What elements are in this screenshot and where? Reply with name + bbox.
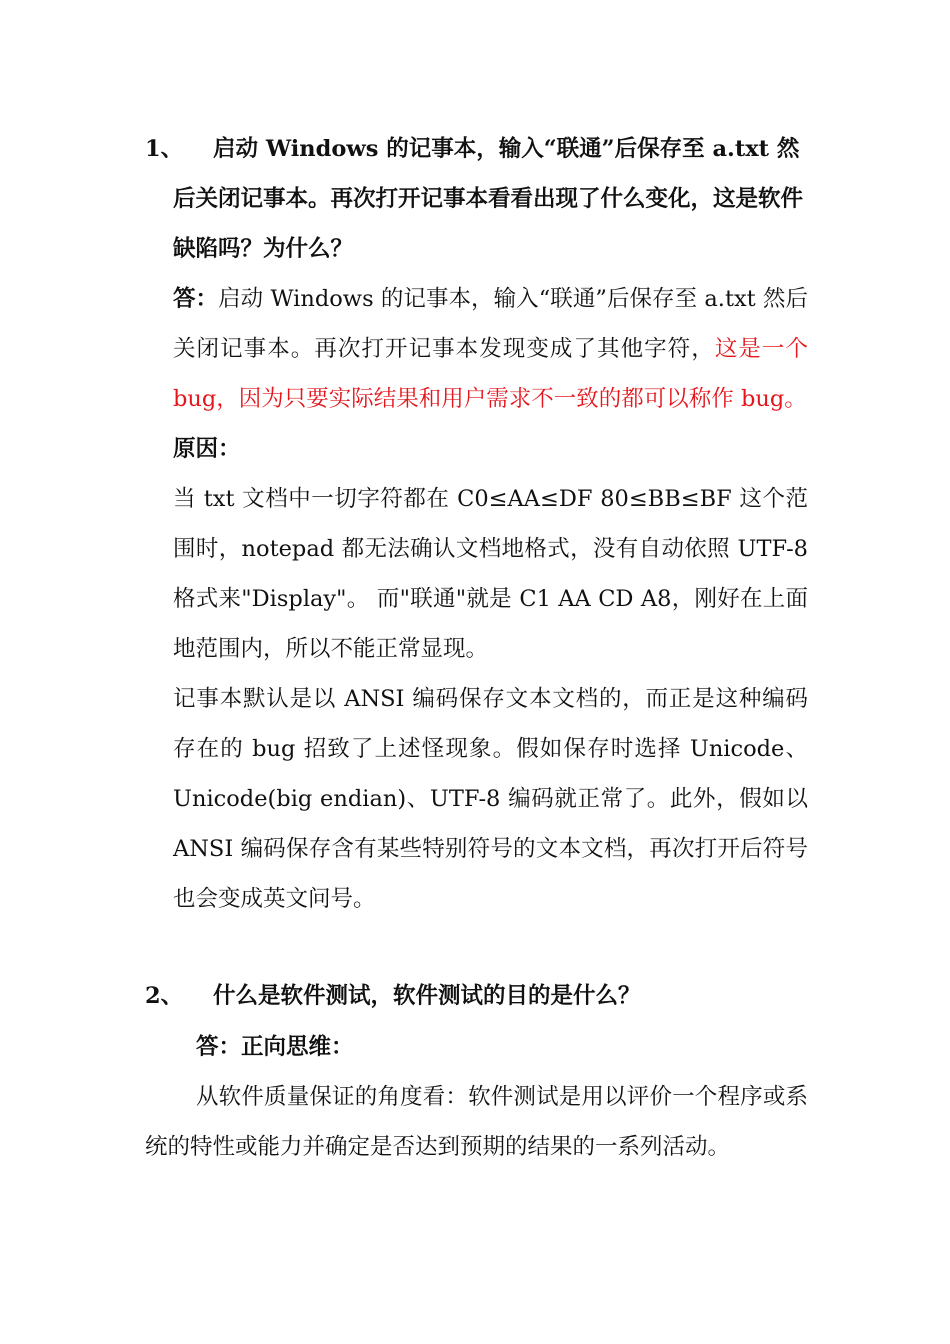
reason-label: 原因： bbox=[173, 436, 241, 462]
reason-paragraph-2: 记事本默认是以 ANSI 编码保存文本文档的，而正是这种编码存在的 bug 招致了上述怪现象。假如保存时选择 Unicode、Unicode(big endian)、UTF-8 编码就正常了。此外，假如以 ANSI 编码保存含有某些特别符号的文本文档，再次打开后符号也会变成英文问号。 bbox=[173, 686, 808, 912]
reason-paragraph-1: 当 txt 文档中一切字符都在 C0≤AA≤DF 80≤BB≤BF 这个范围时，notepad 都无法确认文档地格式，没有自动依照 UTF-8 格式来"Display"。 而"联通"就是 C1 AA CD A8，刚好在上面地范围内，所以不能正常显现。 bbox=[173, 486, 808, 662]
answer-1-paragraph bbox=[173, 274, 808, 424]
answer-2-label: 答：正向思维： bbox=[196, 1034, 354, 1060]
answer-1-text: 启动 Windows 的记事本，输入“联通”后保存至 a.txt 然后关闭记事本。再次打开记事本发现变成了其他字符， bbox=[173, 286, 808, 362]
answer-1-highlight: 这是一个 bug，因为只要实际结果和用户需求不一致的都可以称作 bug。 bbox=[173, 336, 808, 412]
question-1-number: 1、 bbox=[145, 136, 184, 162]
question-2-text: 什么是软件测试，软件测试的目的是什么？ bbox=[213, 983, 641, 1009]
question-1-text: 启动 Windows 的记事本，输入“联通”后保存至 a.txt 然后关闭记事本。再次打开记事本看看出现了什么变化，这是软件缺陷吗？为什么？ bbox=[173, 136, 804, 262]
question-2-number: 2、 bbox=[145, 983, 184, 1009]
answer-1-label: 答： bbox=[173, 286, 219, 312]
answer-2-paragraph: 从软件质量保证的角度看：软件测试是用以评价一个程序或系统的特性或能力并确定是否达到预期的结果的一系列活动。 bbox=[145, 1084, 808, 1160]
answer-1 bbox=[173, 274, 808, 924]
